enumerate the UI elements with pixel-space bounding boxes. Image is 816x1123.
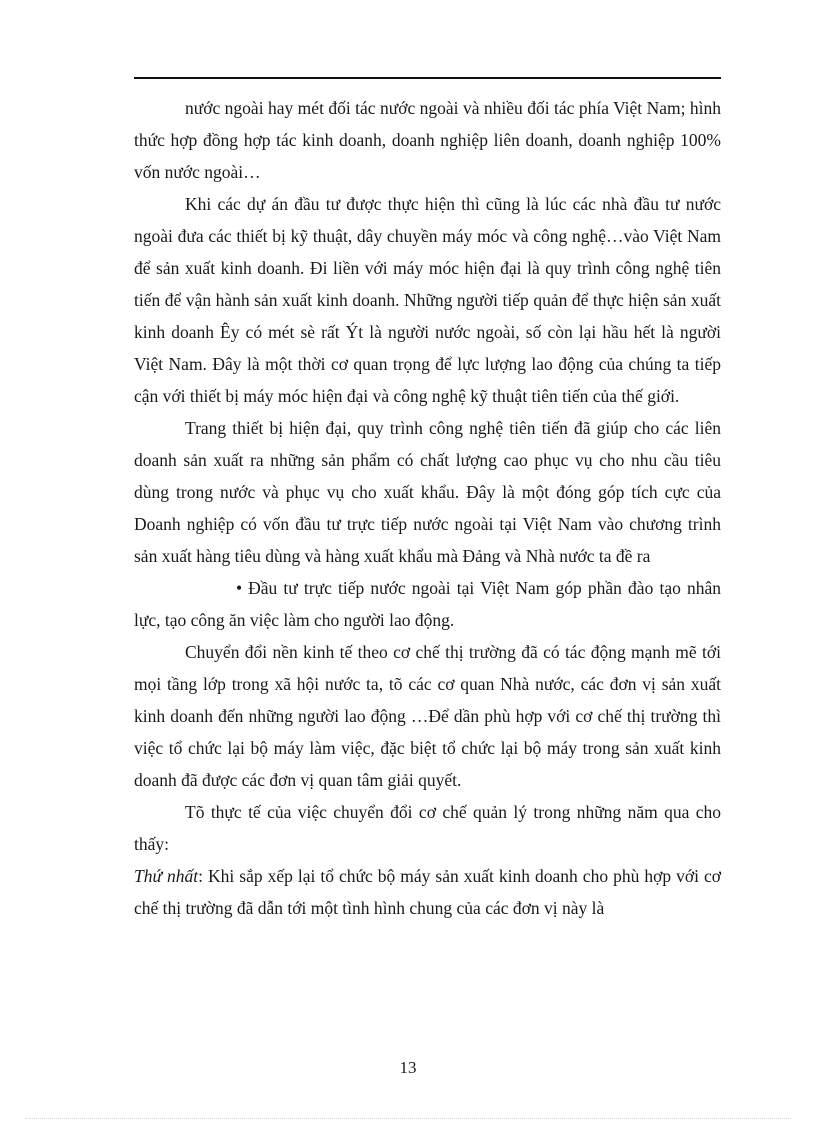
page-body	[134, 92, 721, 924]
header-rule	[134, 77, 721, 79]
bullet-text: Đầu tư trực tiếp nước ngoài tại Việt Nam góp phần đào tạo nhân lực, tạo công ăn việc làm cho người lao động.	[134, 578, 721, 630]
paragraph-lead-label: Thứ nhất	[134, 866, 199, 886]
bullet-paragraph	[134, 572, 721, 636]
lead-paragraph	[134, 860, 721, 924]
paragraph-lead-text: : Khi sắp xếp lại tổ chức bộ máy sản xuất kinh doanh cho phù hợp với cơ chế thị trường đã dẫn tới một tình hình chung của các đơn vị này là	[134, 866, 721, 918]
bullet-icon: •	[236, 578, 243, 598]
paragraph: Trang thiết bị hiện đại, quy trình công nghệ tiên tiến đã giúp cho các liên doanh sản xuất ra những sản phẩm có chất lượng cao phục vụ cho nhu cầu tiêu dùng trong nước và phục vụ cho xuất khẩu. Đây là một đóng góp tích cực của Doanh nghiệp có vốn đầu tư trực tiếp nước ngoài tại Việt Nam vào chương trình sản xuất hàng tiêu dùng và hàng xuất khẩu mà Đảng và Nhà nước ta đề ra	[134, 418, 721, 566]
page-number: 13	[399, 1058, 417, 1077]
paragraph: nước ngoài hay mét đối tác nước ngoài và nhiều đối tác phía Việt Nam; hình thức hợp đồng hợp tác kinh doanh, doanh nghiệp liên doanh, doanh nghiệp 100% vốn nước ngoài…	[134, 98, 721, 182]
paragraph: Tõ thực tế của việc chuyển đổi cơ chế quản lý trong những năm qua cho thấy:	[134, 802, 721, 854]
paragraph: Khi các dự án đầu tư được thực hiện thì cũng là lúc các nhà đầu tư nước ngoài đưa các thiết bị kỹ thuật, dây chuyền máy móc và công nghệ…vào Việt Nam để sản xuất kinh doanh. Đi liền với máy móc hiện đại là quy trình công nghệ tiên tiến để vận hành sản xuất kinh doanh. Những người tiếp quản để thực hiện sản xuất kinh doanh Êy có mét sè rất Ýt là người nước ngoài, số còn lại hầu hết là người Việt Nam. Đây là một thời cơ quan trọng để lực lượng lao động của chúng ta tiếp cận với thiết bị máy móc hiện đại và công nghệ kỹ thuật tiên tiến của thế giới.	[134, 194, 721, 406]
paragraph: Chuyển đổi nền kinh tế theo cơ chế thị trường đã có tác động mạnh mẽ tới mọi tầng lớp trong xã hội nước ta, tõ các cơ quan Nhà nước, các đơn vị sản xuất kinh doanh đến những người lao động …Để dần phù hợp với cơ chế thị trường thì việc tổ chức lại bộ máy làm việc, đặc biệt tổ chức lại bộ máy trong sản xuất kinh doanh đã được các đơn vị quan tâm giải quyết.	[134, 642, 721, 790]
page-bottom-border	[25, 1118, 791, 1119]
